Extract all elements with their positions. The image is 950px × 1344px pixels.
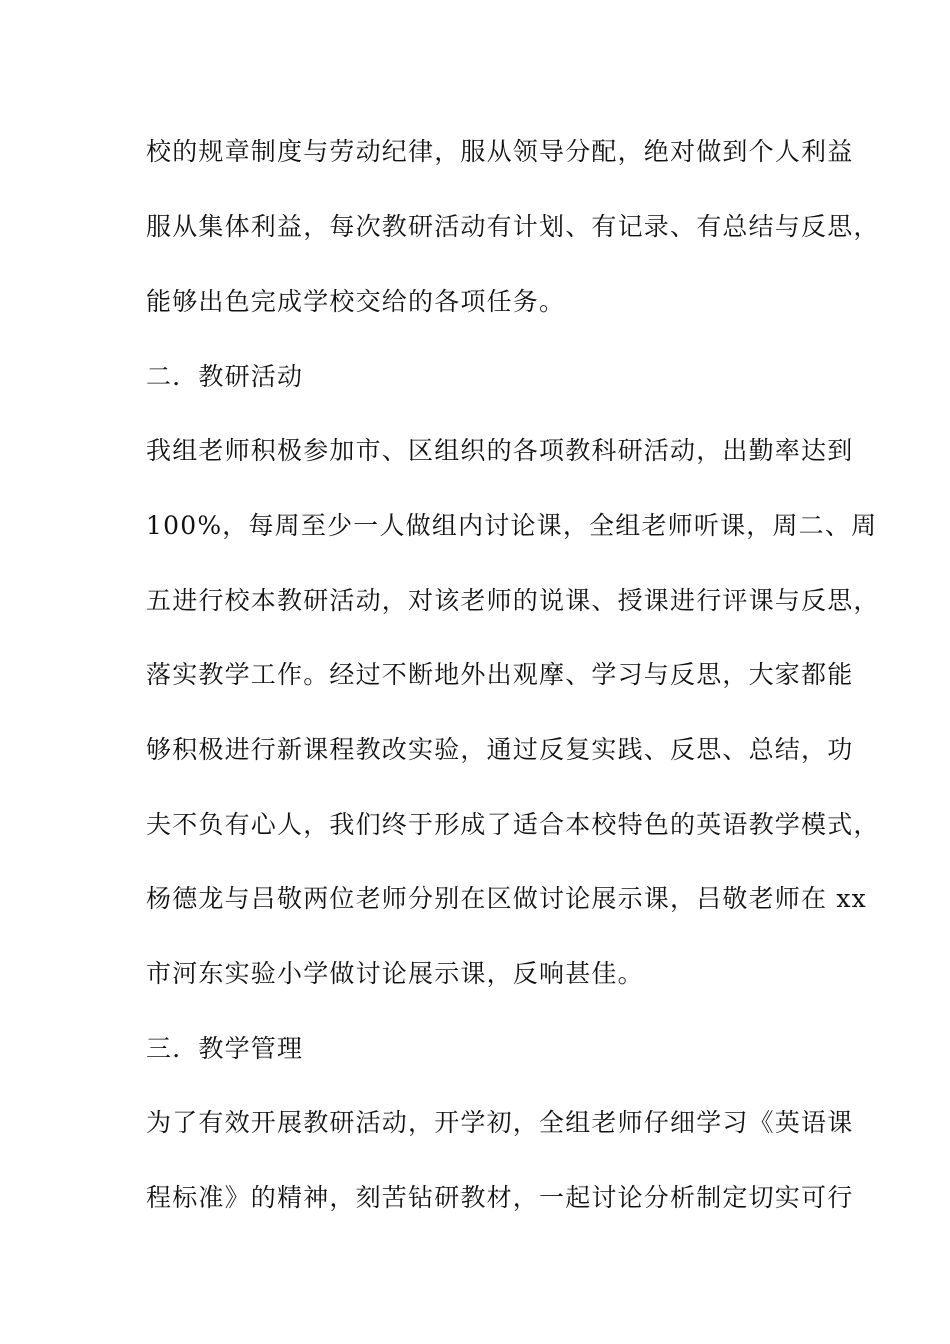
paragraph-line: 夫不负有心人，我们终于形成了适合本校特色的英语教学模式， [146, 810, 880, 839]
paragraph-line: 为了有效开展教研活动，开学初，全组老师仔细学习《英语课 [146, 1108, 854, 1137]
paragraph-line: 够积极进行新课程教改实验，通过反复实践、反思、总结，功 [146, 735, 854, 764]
paragraph-line: 能够出色完成学校交给的各项任务。 [146, 287, 566, 316]
paragraph-line: 程标准》的精神，刻苦钻研教材，一起讨论分析制定切实可行 [146, 1183, 854, 1212]
paragraph-line: 市河东实验小学做讨论展示课，反响甚佳。 [146, 959, 644, 988]
section-heading: 二．教研活动 [146, 362, 304, 391]
paragraph-line: 落实教学工作。经过不断地外出观摩、学习与反思，大家都能 [146, 660, 854, 689]
paragraph-line: 100%，每周至少一人做组内讨论课，全组老师听课，周二、周 [146, 511, 878, 540]
paragraph-line: 校的规章制度与劳动纪律，服从领导分配，绝对做到个人利益 [146, 137, 854, 166]
paragraph-line: 杨德龙与吕敬两位老师分别在区做讨论展示课，吕敬老师在 xx [146, 884, 867, 913]
paragraph-line: 服从集体利益，每次教研活动有计划、有记录、有总结与反思， [146, 212, 880, 241]
paragraph-line: 五进行校本教研活动，对该老师的说课、授课进行评课与反思， [146, 586, 880, 615]
section-heading: 三．教学管理 [146, 1034, 304, 1063]
paragraph-line: 我组老师积极参加市、区组织的各项教科研活动，出勤率达到 [146, 436, 854, 465]
